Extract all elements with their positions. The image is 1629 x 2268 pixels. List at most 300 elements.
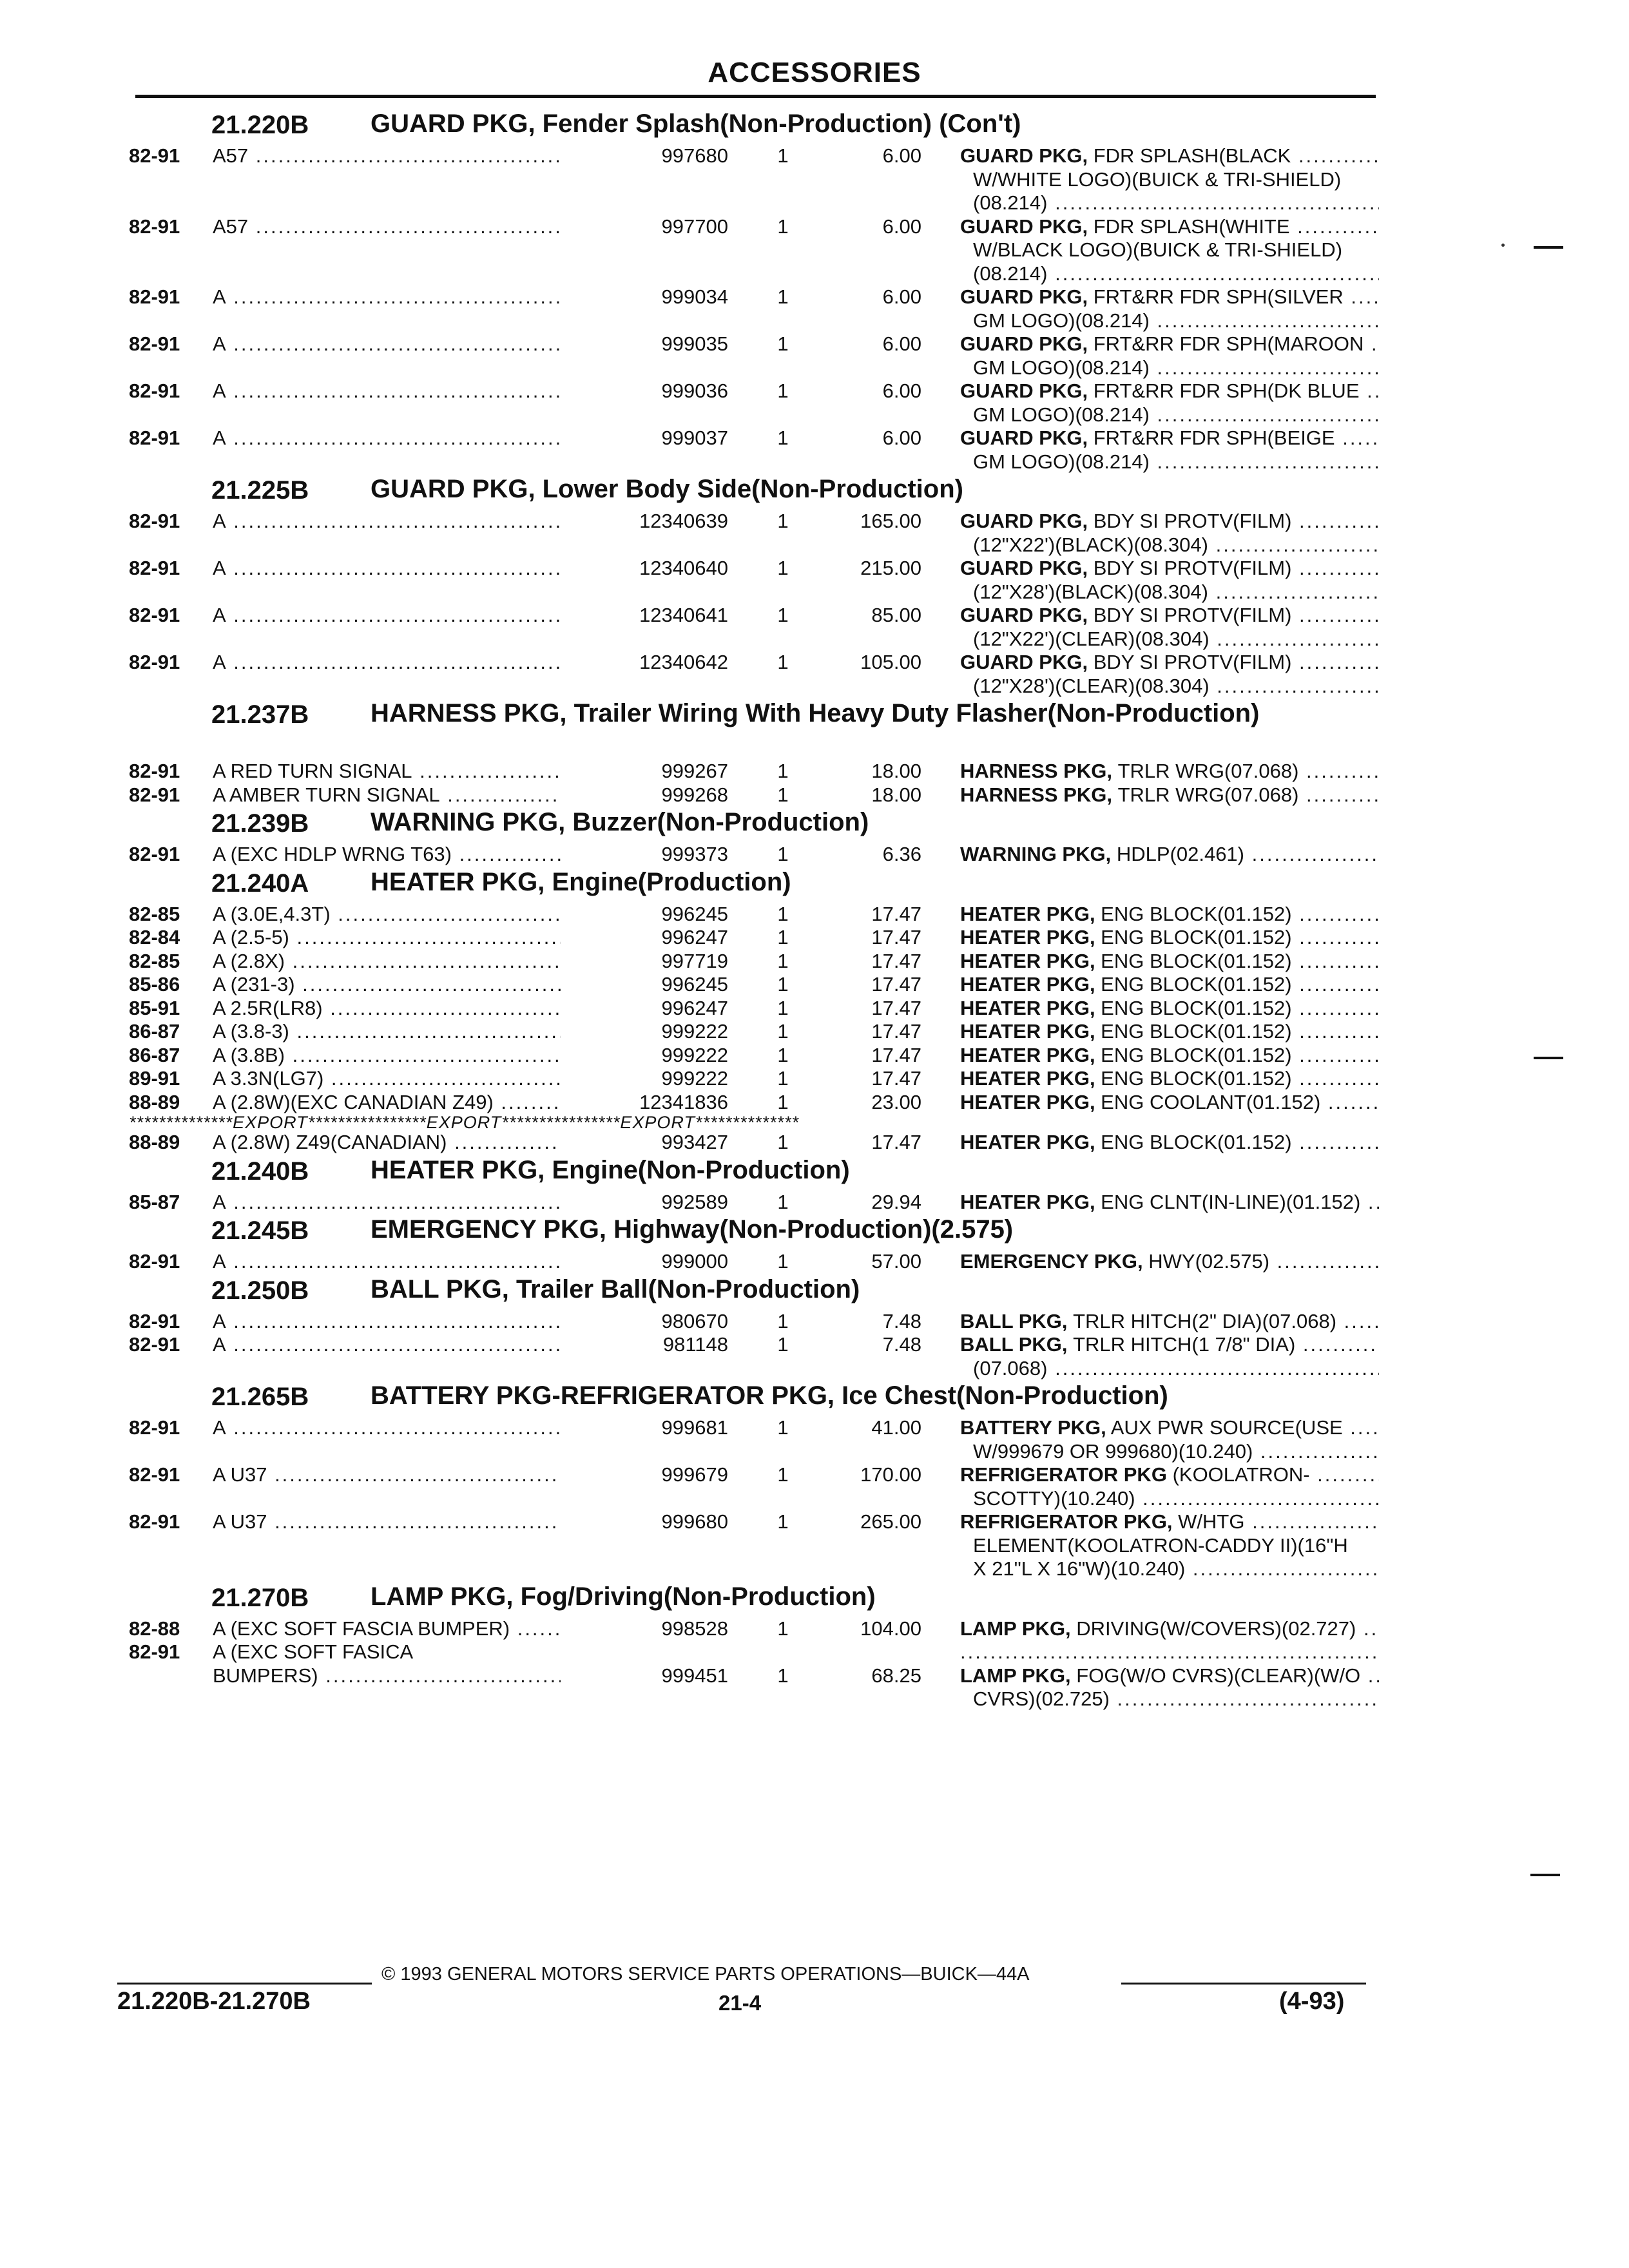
quantity: 1 [777,949,789,972]
description-continuation [129,450,1379,474]
description-continuation [129,191,1379,215]
part-row [129,843,1379,867]
model-usage: A U37 ..... [213,1510,561,1534]
price: 17.47 [871,902,921,925]
part-number: 999222 [661,1020,728,1043]
part-number: 981148 [662,1333,728,1356]
part-row [129,1416,1379,1440]
quantity: 1 [777,843,789,865]
model-years: 82-85 [129,949,180,972]
model-years: 82-91 [129,783,180,806]
page-title: ACCESSORIES [708,57,921,88]
description-lead: EMERGENCY PKG, [960,1250,1149,1273]
price: 17.47 [871,949,921,972]
quantity: 1 [777,285,789,308]
model-years: 82-91 [129,380,180,402]
quantity: 1 [777,215,789,238]
part-number: 996245 [661,973,728,995]
model-usage: A ..... [213,380,561,403]
section-code: 21.239B [211,809,309,838]
part-description [960,843,1379,867]
quantity: 1 [777,1664,789,1687]
model-usage: A 2.5R(LR8) ..... [213,997,561,1021]
description-lead: GUARD PKG, [960,332,1094,355]
price: 17.47 [871,996,921,1019]
part-number: 998528 [661,1617,728,1640]
description-text: BDY SI PROTV(FILM) [1093,651,1292,673]
description-text: ENG BLOCK(01.152) [1101,1020,1292,1043]
model-usage: A (3.8-3) ..... [213,1020,561,1044]
model-years: 82-91 [129,651,180,673]
description-text: ENG BLOCK(01.152) [1101,926,1292,948]
model-years: 82-91 [129,1333,180,1356]
price: 6.36 [882,843,921,865]
part-description [960,997,1379,1021]
price: 7.48 [882,1309,921,1332]
model-years: 85-86 [129,973,180,995]
description-text: FRT&RR FDR SPH(BEIGE [1093,427,1335,449]
quantity: 1 [777,1309,789,1332]
description-lead: HEATER PKG, [960,1043,1101,1066]
section-heading [129,1274,1379,1310]
description-lead: LAMP PKG, [960,1617,1077,1640]
section-title: HARNESS PKG, Trailer Wiring With Heavy Duty Flasher(Non-Production) [371,699,1260,727]
quantity: 1 [777,973,789,995]
price: 85.00 [871,604,921,626]
part-row [129,1463,1379,1487]
part-row [129,427,1379,450]
description-text: TRLR HITCH(2" DIA)(07.068) [1073,1309,1337,1332]
part-number: 993427 [661,1131,728,1153]
part-row [129,1310,1379,1334]
quantity: 1 [777,1617,789,1640]
part-description [960,1044,1379,1068]
section-title: GUARD PKG, Fender Splash(Non-Production) (Con't) [371,110,1021,138]
description-line: CVRS)(02.725) ..... [973,1687,1379,1711]
model-usage: A (231-3) ..... [213,973,561,997]
revision-date: (4-93) [1279,1988,1345,2015]
description-text: FDR SPLASH(BLACK [1093,144,1291,167]
part-number: 999000 [661,1250,728,1273]
part-description [960,783,1379,807]
scan-mark [1534,1057,1563,1059]
model-years: 82-91 [129,604,180,626]
part-description [960,380,1379,403]
part-description [960,1664,1379,1688]
section-code: 21.245B [211,1216,309,1245]
description-continuation [129,1534,1379,1558]
export-banner: **************EXPORT****************EXPORT****************EXPORT************** [129,1114,800,1131]
part-number: 996245 [661,902,728,925]
description-text: HDLP(02.461) [1116,843,1244,865]
description-continuation [129,628,1379,651]
description-line: GM LOGO)(08.214) ..... [973,450,1379,474]
part-number: 996247 [661,926,728,948]
price: 17.47 [871,1131,921,1153]
model-usage: A (2.8W)(EXC CANADIAN Z49) ..... [213,1091,561,1115]
description-lead: GUARD PKG, [960,427,1094,449]
model-usage: A ..... [213,510,561,533]
model-usage: A ..... [213,1191,561,1215]
part-row [129,997,1379,1021]
part-row [129,926,1379,950]
part-number: 999679 [661,1463,728,1486]
section-range: 21.220B-21.270B [117,1988,311,2015]
quantity: 1 [777,604,789,626]
part-number: 12340641 [639,604,728,626]
section-code: 21.225B [211,476,309,505]
description-text: ENG COOLANT(01.152) [1101,1090,1321,1113]
quantity: 1 [777,926,789,948]
section-title: HEATER PKG, Engine(Non-Production) [371,1155,850,1184]
footer-rule-right [1121,1983,1366,1984]
description-continuation [129,238,1379,262]
scan-speck [1501,244,1505,247]
quantity: 1 [777,902,789,925]
description-lead: GUARD PKG, [960,144,1094,167]
price: 17.47 [871,926,921,948]
part-description [960,1640,1379,1664]
model-years: 82-91 [129,1463,180,1486]
section-heading [129,474,1379,510]
quantity: 1 [777,996,789,1019]
part-number: 12340642 [639,651,728,673]
price: 6.00 [882,285,921,308]
section-heading [129,698,1379,760]
model-years: 88-89 [129,1090,180,1113]
model-years: 82-91 [129,557,180,579]
description-text: BDY SI PROTV(FILM) [1093,557,1292,579]
quantity: 1 [777,1067,789,1090]
price: 18.00 [871,760,921,782]
quantity: 1 [777,1463,789,1486]
description-lead: HEATER PKG, [960,902,1101,925]
quantity: 1 [777,1043,789,1066]
model-years: 82-91 [129,427,180,449]
section-title: HEATER PKG, Engine(Production) [371,867,791,896]
model-usage: A ..... [213,651,561,675]
description-text: ENG BLOCK(01.152) [1101,973,1292,995]
description-lead: REFRIGERATOR PKG, [960,1510,1173,1533]
quantity: 1 [777,1416,789,1439]
price: 18.00 [871,783,921,806]
part-row [129,144,1379,168]
price: 165.00 [860,510,921,532]
section-title: GUARD PKG, Lower Body Side(Non-Production) [371,475,963,503]
description-continuation [129,403,1379,427]
model-years: 88-89 [129,1131,180,1153]
price: 6.00 [882,380,921,402]
description-line: SCOTTY)(10.240) ..... [973,1487,1379,1511]
price: 265.00 [860,1510,921,1533]
model-usage: A AMBER TURN SIGNAL ..... [213,783,561,807]
part-row [129,651,1379,675]
description-lead: BATTERY PKG, [960,1416,1106,1439]
part-row [129,1044,1379,1068]
quantity: 1 [777,1510,789,1533]
part-description [960,1191,1379,1215]
description-text: ENG BLOCK(01.152) [1101,1043,1292,1066]
model-years: 86-87 [129,1043,180,1066]
description-text: FOG(W/O CVRS)(CLEAR)(W/O [1076,1664,1361,1687]
quantity: 1 [777,1020,789,1043]
model-usage: A ..... [213,557,561,581]
model-years: 82-91 [129,215,180,238]
description-continuation [129,1557,1379,1581]
model-years: 82-91 [129,144,180,167]
description-line: GM LOGO)(08.214) ..... [973,356,1379,380]
part-number: 997680 [661,144,728,167]
description-line: (07.068) ..... [973,1357,1379,1381]
description-text: TRLR WRG(07.068) [1117,760,1299,782]
part-description [960,1510,1379,1534]
description-text: (KOOLATRON- [1172,1463,1310,1486]
model-years: 82-91 [129,332,180,355]
section-code: 21.265B [211,1383,309,1411]
description-continuation [129,309,1379,333]
description-lead: HEATER PKG, [960,1067,1101,1090]
part-description [960,557,1379,581]
price: 57.00 [871,1250,921,1273]
quantity: 1 [777,1131,789,1153]
description-continuation [129,581,1379,604]
part-row [129,1640,1379,1664]
description-line: (12"X22')(BLACK)(08.304) ..... [973,533,1379,557]
description-continuation [129,1487,1379,1511]
part-row [129,510,1379,533]
model-usage: A ..... [213,1333,561,1357]
section-heading [129,1581,1379,1617]
part-row [129,380,1379,403]
model-usage: A (2.8X) ..... [213,950,561,974]
section-heading [129,1380,1379,1416]
description-text: ENG BLOCK(01.152) [1101,902,1292,925]
description-lead: GUARD PKG, [960,557,1094,579]
description-text: W/HTG [1178,1510,1245,1533]
model-years: 82-91 [129,1510,180,1533]
description-line: (08.214) ..... [973,191,1379,215]
part-description [960,1250,1379,1274]
description-lead: HEATER PKG, [960,1190,1101,1213]
description-continuation [129,675,1379,698]
quantity: 1 [777,651,789,673]
quantity: 1 [777,557,789,579]
model-usage: A ..... [213,604,561,628]
part-description [960,215,1379,239]
title-rule [135,95,1376,98]
model-years: 86-87 [129,1020,180,1043]
section-title: BALL PKG, Trailer Ball(Non-Production) [371,1274,860,1303]
quantity: 1 [777,427,789,449]
part-number: 999681 [661,1416,728,1439]
model-years: 82-91 [129,1640,180,1663]
model-usage: A U37 ..... [213,1463,561,1487]
part-description [960,926,1379,950]
model-usage: A (3.0E,4.3T) ..... [213,903,561,927]
description-line: (12"X28')(CLEAR)(08.304) ..... [973,675,1379,698]
quantity: 1 [777,510,789,532]
quantity: 1 [777,380,789,402]
price: 17.47 [871,973,921,995]
model-usage: A (EXC HDLP WRNG T63) ..... [213,843,561,867]
part-description [960,1020,1379,1044]
model-years: 82-91 [129,1309,180,1332]
section-title: EMERGENCY PKG, Highway(Non-Production)(2.575) [371,1215,1014,1244]
section-heading [129,1155,1379,1191]
part-row [129,950,1379,974]
part-row [129,783,1379,807]
section-code: 21.240A [211,869,309,898]
part-description [960,760,1379,783]
part-description [960,1617,1379,1641]
part-row [129,973,1379,997]
part-description [960,427,1379,450]
price: 170.00 [860,1463,921,1486]
description-line: GM LOGO)(08.214) ..... [973,309,1379,333]
model-usage: A57 ..... [213,144,561,168]
part-number: 997700 [661,215,728,238]
section-title: WARNING PKG, Buzzer(Non-Production) [371,808,869,836]
part-row [129,557,1379,581]
description-line: (08.214) ..... [973,262,1379,286]
description-continuation [129,1687,1379,1711]
price: 68.25 [871,1664,921,1687]
model-years: 82-91 [129,1416,180,1439]
description-lead: GUARD PKG, [960,380,1094,402]
part-row [129,1617,1379,1641]
description-line: (12"X28')(BLACK)(08.304) ..... [973,581,1379,604]
part-number: 12341836 [639,1090,728,1113]
description-continuation [129,533,1379,557]
model-usage: A (EXC SOFT FASICA [213,1640,414,1663]
model-years: 82-85 [129,902,180,925]
part-number: 999268 [661,783,728,806]
description-lead: BALL PKG, [960,1309,1074,1332]
description-lead: HARNESS PKG, [960,760,1118,782]
description-text: FDR SPLASH(WHITE [1093,215,1290,238]
description-lead: HEATER PKG, [960,1131,1101,1153]
description-text: TRLR HITCH(1 7/8" DIA) [1073,1333,1296,1356]
price: 6.00 [882,427,921,449]
quantity: 1 [777,1190,789,1213]
part-row [129,1067,1379,1091]
description-line: X 21"L X 16"W)(10.240) ..... [973,1557,1379,1581]
description-line: GM LOGO)(08.214) ..... [973,403,1379,427]
description-lead: HEATER PKG, [960,973,1101,995]
section-heading [129,1214,1379,1250]
description-lead: GUARD PKG, [960,215,1094,238]
scan-mark [1534,246,1563,249]
description-text: ENG CLNT(IN-LINE)(01.152) [1101,1190,1361,1213]
part-row [129,1510,1379,1534]
part-number: 999035 [661,332,728,355]
description-text: ENG BLOCK(01.152) [1101,1131,1292,1153]
model-years: 82-91 [129,285,180,308]
part-number: 999222 [661,1043,728,1066]
part-row [129,1333,1379,1357]
part-number: 997719 [661,949,728,972]
part-description [960,1131,1379,1155]
part-description [960,1333,1379,1357]
model-usage: BUMPERS) ..... [213,1664,561,1688]
model-usage: A (2.8W) Z49(CANADIAN) ..... [213,1131,561,1155]
model-usage: A (2.5-5) ..... [213,926,561,950]
description-text: FRT&RR FDR SPH(DK BLUE [1093,380,1360,402]
description-text: HWY(02.575) [1148,1250,1270,1273]
description-line: W/BLACK LOGO)(BUICK & TRI-SHIELD) [973,238,1343,261]
section-code: 21.220B [211,111,309,139]
description-continuation [129,1357,1379,1381]
description-lead: HEATER PKG, [960,949,1101,972]
part-row [129,1250,1379,1274]
section-heading [129,807,1379,843]
part-description [960,651,1379,675]
description-line: (12"X22')(CLEAR)(08.304) ..... [973,628,1379,651]
model-usage: A57 ..... [213,215,561,239]
description-text: ENG BLOCK(01.152) [1101,949,1292,972]
price: 23.00 [871,1090,921,1113]
description-line: W/999679 OR 999680)(10.240) ..... [973,1440,1379,1464]
section-code: 21.270B [211,1583,309,1612]
price: 105.00 [860,651,921,673]
price: 6.00 [882,332,921,355]
description-continuation [129,262,1379,286]
quantity: 1 [777,760,789,782]
price: 17.47 [871,1067,921,1090]
quantity: 1 [777,1090,789,1113]
model-usage: A ..... [213,285,561,309]
part-number: 999680 [661,1510,728,1533]
part-description [960,1416,1379,1440]
model-years: 82-91 [129,510,180,532]
description-lead: HEATER PKG, [960,926,1101,948]
section-title: BATTERY PKG-REFRIGERATOR PKG, Ice Chest(Non-Production) [371,1381,1168,1410]
description-text: BDY SI PROTV(FILM) [1093,510,1292,532]
model-years: 89-91 [129,1067,180,1090]
model-usage: A RED TURN SIGNAL ..... [213,760,561,783]
part-number: 12340639 [639,510,728,532]
part-description [960,332,1379,356]
part-number: 999373 [661,843,728,865]
part-number: 996247 [661,996,728,1019]
price: 29.94 [871,1190,921,1213]
model-years: 85-87 [129,1190,180,1213]
description-continuation [129,168,1379,192]
description-lead: BALL PKG, [960,1333,1074,1356]
part-description [960,1091,1379,1115]
model-usage: A ..... [213,1250,561,1274]
part-row [129,604,1379,628]
part-row [129,332,1379,356]
section-code: 21.237B [211,700,309,729]
part-description [960,1463,1379,1487]
part-number: 999034 [661,285,728,308]
price: 6.00 [882,215,921,238]
description-lead: GUARD PKG, [960,651,1094,673]
description-continuation [129,1440,1379,1464]
model-usage: A ..... [213,332,561,356]
quantity: 1 [777,783,789,806]
part-row [129,903,1379,927]
part-number: 980670 [661,1309,728,1332]
description-text: TRLR WRG(07.068) [1117,783,1299,806]
part-description [960,604,1379,628]
description-text: AUX PWR SOURCE(USE [1110,1416,1343,1439]
page-number: 21-4 [718,1991,762,2015]
part-description [960,903,1379,927]
model-years: 82-91 [129,760,180,782]
description-lead: HEATER PKG, [960,996,1101,1019]
